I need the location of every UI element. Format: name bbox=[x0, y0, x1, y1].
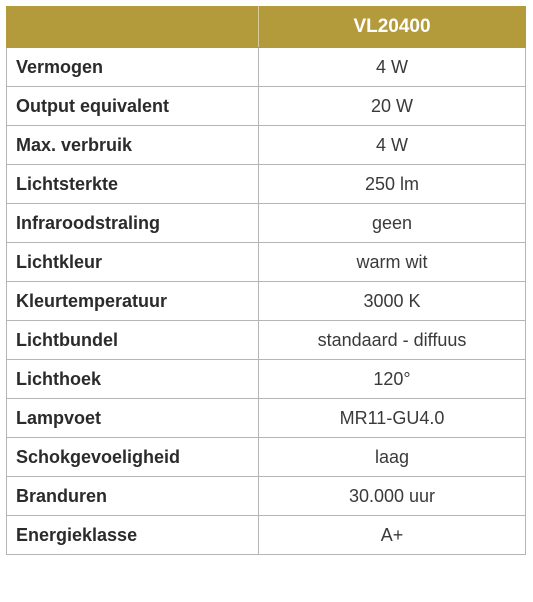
row-label: Kleurtemperatuur bbox=[7, 282, 259, 321]
row-value: warm wit bbox=[259, 243, 526, 282]
header-model-cell: VL20400 bbox=[259, 7, 526, 48]
row-value: 20 W bbox=[259, 87, 526, 126]
table-header-row bbox=[7, 7, 526, 48]
table-row bbox=[7, 360, 526, 399]
row-value: standaard - diffuus bbox=[259, 321, 526, 360]
spec-table bbox=[6, 6, 526, 555]
row-value: laag bbox=[259, 438, 526, 477]
row-label: Output equivalent bbox=[7, 87, 259, 126]
row-label: Vermogen bbox=[7, 48, 259, 87]
row-label: Lichtkleur bbox=[7, 243, 259, 282]
table-row bbox=[7, 243, 526, 282]
row-label: Energieklasse bbox=[7, 516, 259, 555]
table-row bbox=[7, 399, 526, 438]
row-value: 250 lm bbox=[259, 165, 526, 204]
table-row bbox=[7, 477, 526, 516]
table-row bbox=[7, 516, 526, 555]
row-label: Lichtbundel bbox=[7, 321, 259, 360]
row-value: 4 W bbox=[259, 48, 526, 87]
row-label: Lichthoek bbox=[7, 360, 259, 399]
table-row bbox=[7, 321, 526, 360]
row-label: Infraroodstraling bbox=[7, 204, 259, 243]
row-value: MR11-GU4.0 bbox=[259, 399, 526, 438]
row-label: Lichtsterkte bbox=[7, 165, 259, 204]
row-label: Schokgevoeligheid bbox=[7, 438, 259, 477]
row-value: 4 W bbox=[259, 126, 526, 165]
table-row bbox=[7, 438, 526, 477]
row-value: geen bbox=[259, 204, 526, 243]
row-value: 120° bbox=[259, 360, 526, 399]
row-label: Max. verbruik bbox=[7, 126, 259, 165]
table-row bbox=[7, 48, 526, 87]
row-label: Lampvoet bbox=[7, 399, 259, 438]
row-label: Branduren bbox=[7, 477, 259, 516]
row-value: 3000 K bbox=[259, 282, 526, 321]
table-row bbox=[7, 165, 526, 204]
table-row bbox=[7, 204, 526, 243]
table-row bbox=[7, 282, 526, 321]
header-blank-cell bbox=[7, 7, 259, 48]
table-row bbox=[7, 126, 526, 165]
row-value: 30.000 uur bbox=[259, 477, 526, 516]
table-row bbox=[7, 87, 526, 126]
row-value: A+ bbox=[259, 516, 526, 555]
